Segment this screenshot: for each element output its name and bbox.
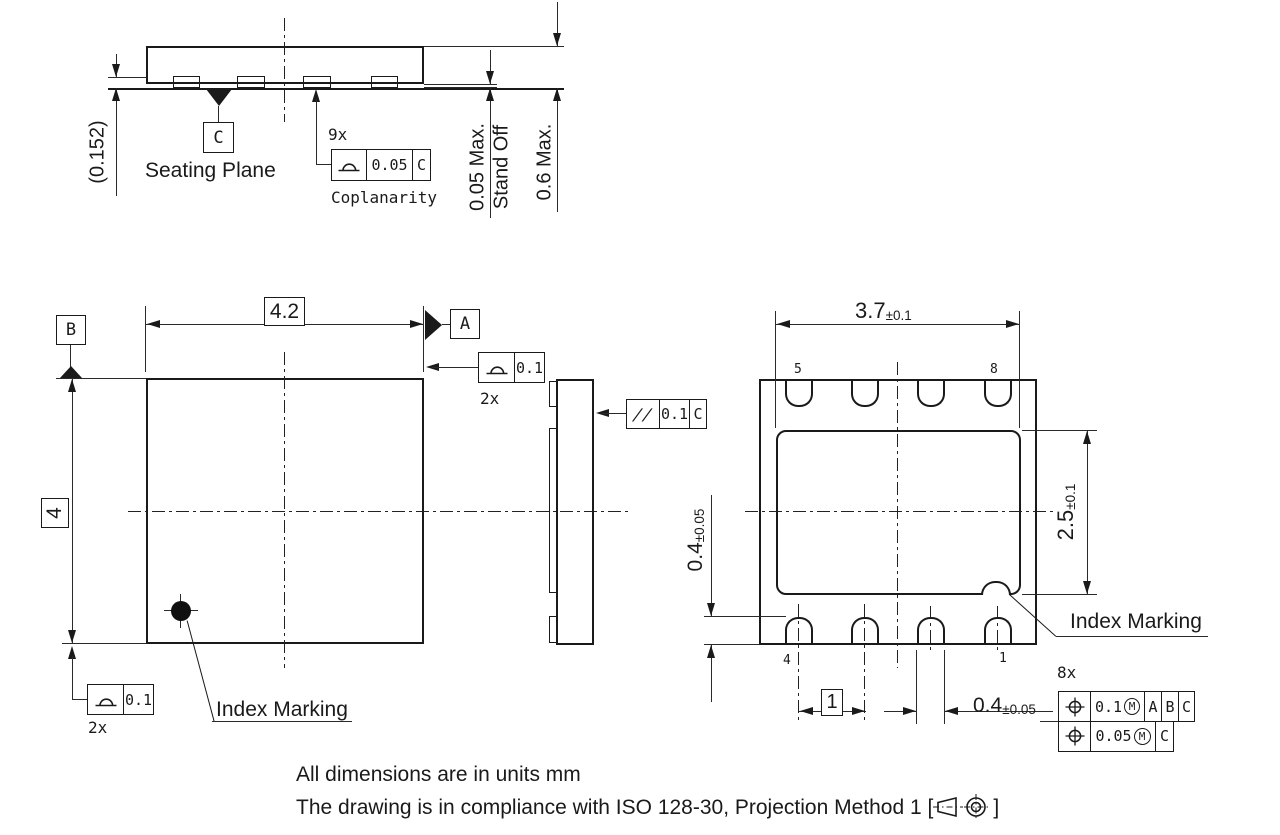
dim-line bbox=[711, 495, 712, 616]
ext-line bbox=[424, 84, 497, 85]
pos2-datum-c: C bbox=[1155, 722, 1173, 751]
mmc-modifier-icon: M bbox=[1134, 728, 1151, 745]
datum-b-triangle-icon bbox=[60, 366, 82, 378]
position-fcf-2 bbox=[1058, 721, 1174, 752]
leader-line bbox=[316, 99, 317, 165]
pin-number-4: 4 bbox=[783, 653, 791, 668]
dim-standoff-label: Stand Off bbox=[490, 124, 513, 210]
dim-epad-height: 2.5 ±0.1 bbox=[1053, 483, 1078, 541]
edge-profile-tolerance-2: 0.1 bbox=[123, 685, 153, 714]
ext-line bbox=[704, 616, 786, 617]
datum-b-leader bbox=[70, 345, 71, 367]
pad-centerline bbox=[864, 604, 865, 724]
index-marking-label-2: Index Marking bbox=[1070, 610, 1202, 633]
ext-line bbox=[775, 311, 776, 428]
arrow-down-icon bbox=[707, 603, 715, 616]
sideview-lead bbox=[371, 76, 398, 88]
centerline bbox=[897, 362, 898, 668]
arrow-left-icon bbox=[800, 707, 813, 715]
pad-centerline bbox=[930, 606, 931, 654]
arrow-up-icon bbox=[68, 379, 76, 392]
position-tolerance-2: 0.05 M bbox=[1090, 722, 1155, 751]
ext-line bbox=[1022, 594, 1097, 595]
centerline bbox=[745, 511, 1053, 512]
coplanarity-label: Coplanarity bbox=[331, 188, 437, 207]
coplanarity-tolerance: 0.05 bbox=[366, 150, 412, 180]
profileview-lead bbox=[549, 381, 557, 407]
ext-line bbox=[145, 306, 146, 372]
datum-a-leader bbox=[442, 324, 450, 325]
pin-number-5: 5 bbox=[794, 362, 802, 377]
arrow-up-icon bbox=[553, 88, 561, 101]
profileview-lead bbox=[549, 428, 557, 593]
pos1-datum-c: C bbox=[1178, 692, 1194, 721]
arrow-left-icon bbox=[777, 320, 790, 328]
datum-c-leader bbox=[218, 106, 219, 122]
dim-width-box: 4.2 bbox=[264, 297, 305, 326]
units-note: All dimensions are in units mm bbox=[296, 763, 581, 786]
arrow-right-icon bbox=[1006, 320, 1019, 328]
arrow-right-icon bbox=[852, 707, 865, 715]
dim-max-height: 0.6 Max. bbox=[533, 123, 556, 201]
profile-of-surface-icon bbox=[88, 685, 123, 714]
arrow-down-icon bbox=[112, 64, 120, 77]
dim-line bbox=[72, 378, 73, 644]
leader-line bbox=[432, 367, 478, 368]
projection-method-1-icon bbox=[933, 793, 993, 821]
dim-line bbox=[557, 88, 558, 212]
parallelism-fcf bbox=[626, 399, 707, 429]
parallelism-tolerance: 0.1 bbox=[659, 400, 689, 428]
position-icon bbox=[1059, 722, 1090, 751]
position-count: 8x bbox=[1057, 663, 1077, 682]
mmc-modifier-icon: M bbox=[1124, 698, 1140, 715]
datum-a-box: A bbox=[450, 309, 480, 339]
profileview-lead bbox=[549, 616, 557, 643]
coplanarity-fcf bbox=[331, 149, 431, 181]
profileview-body bbox=[556, 379, 594, 645]
datum-c-triangle-icon bbox=[206, 89, 232, 106]
arrow-down-icon bbox=[68, 630, 76, 643]
arrow-up-icon bbox=[1083, 431, 1091, 444]
leader-line bbox=[602, 413, 626, 414]
dim-lead-width: 0.4 ±0.05 bbox=[973, 694, 1036, 717]
dim-line bbox=[776, 324, 1020, 325]
leader-line bbox=[72, 656, 73, 700]
coplanarity-count: 9x bbox=[328, 125, 348, 144]
leader-line bbox=[1040, 721, 1059, 722]
leader-line bbox=[72, 699, 87, 700]
index-marking-dot bbox=[171, 601, 191, 621]
pad-pin5 bbox=[785, 381, 813, 407]
arrow-up-icon bbox=[486, 88, 494, 101]
sideview-lead bbox=[237, 76, 265, 88]
pin-number-8: 8 bbox=[990, 362, 998, 377]
pad-pin6 bbox=[851, 381, 879, 407]
dim-line bbox=[116, 88, 117, 196]
pos1-datum-a: A bbox=[1144, 692, 1161, 721]
datum-a-triangle-icon bbox=[425, 310, 442, 340]
pos1-datum-b: B bbox=[1161, 692, 1178, 721]
centerline bbox=[284, 352, 285, 668]
edge-profile-count-2: 2x bbox=[88, 718, 108, 737]
profile-of-surface-icon bbox=[479, 353, 514, 382]
ext-line bbox=[62, 643, 146, 644]
arrow-right-icon bbox=[903, 707, 916, 715]
position-icon bbox=[1059, 692, 1090, 721]
arrow-right-icon bbox=[410, 320, 423, 328]
edge-profile-count: 2x bbox=[480, 389, 500, 408]
arrow-down-icon bbox=[486, 71, 494, 84]
parallelism-datum-ref: C bbox=[689, 400, 706, 428]
pad-centerline bbox=[798, 604, 799, 724]
dim-lead-thickness: (0.152) bbox=[86, 120, 109, 184]
seating-plane-label: Seating Plane bbox=[145, 159, 276, 182]
parallelism-icon: // bbox=[630, 404, 656, 424]
dim-epad-width: 3.7 ±0.1 bbox=[855, 298, 912, 323]
seating-plane-line bbox=[108, 88, 564, 90]
index-marking-label: Index Marking bbox=[216, 698, 348, 721]
ext-line bbox=[108, 77, 146, 78]
pad-pin7 bbox=[917, 381, 945, 407]
exposed-pad bbox=[776, 430, 1021, 595]
arrow-up-icon bbox=[707, 645, 715, 658]
dim-pitch-box: 1 bbox=[821, 689, 843, 716]
profile-of-surface-icon bbox=[332, 150, 366, 180]
ext-line bbox=[916, 650, 917, 724]
sideview-lead bbox=[173, 76, 200, 88]
sideview-lead bbox=[303, 76, 331, 88]
dim-standoff-value: 0.05 Max. bbox=[466, 123, 489, 211]
centerline bbox=[284, 18, 285, 122]
arrow-down-icon bbox=[1083, 581, 1091, 594]
arrow-down-icon bbox=[553, 33, 561, 46]
datum-c-box: C bbox=[203, 122, 234, 153]
ext-line bbox=[423, 306, 424, 372]
compliance-note: The drawing is in compliance with ISO 128-30, Projection Method 1 [ ] bbox=[296, 793, 999, 821]
leader-line bbox=[316, 164, 331, 165]
dim-line bbox=[1087, 430, 1088, 595]
pin-number-1: 1 bbox=[999, 651, 1007, 666]
edge-profile-tolerance: 0.1 bbox=[514, 353, 544, 382]
dim-lead-length: 0.4 ±0.05 bbox=[684, 508, 707, 572]
edge-profile-fcf bbox=[478, 352, 545, 383]
position-tolerance-1: 0.1 M bbox=[1090, 692, 1144, 721]
arrow-left-icon bbox=[147, 320, 160, 328]
pad-centerline bbox=[997, 606, 998, 654]
ext-line bbox=[424, 46, 564, 47]
datum-b-box: B bbox=[56, 315, 86, 345]
arrow-left-icon bbox=[945, 707, 958, 715]
dim-height-box: 4 bbox=[41, 498, 69, 528]
coplanarity-datum-ref: C bbox=[412, 150, 430, 180]
edge-profile-fcf-2 bbox=[87, 684, 154, 715]
ext-line bbox=[1019, 311, 1020, 428]
arrow-up-icon bbox=[112, 88, 120, 101]
index-leader-underline bbox=[1056, 636, 1208, 637]
pad-pin8 bbox=[984, 381, 1012, 407]
position-fcf-1 bbox=[1058, 691, 1195, 722]
